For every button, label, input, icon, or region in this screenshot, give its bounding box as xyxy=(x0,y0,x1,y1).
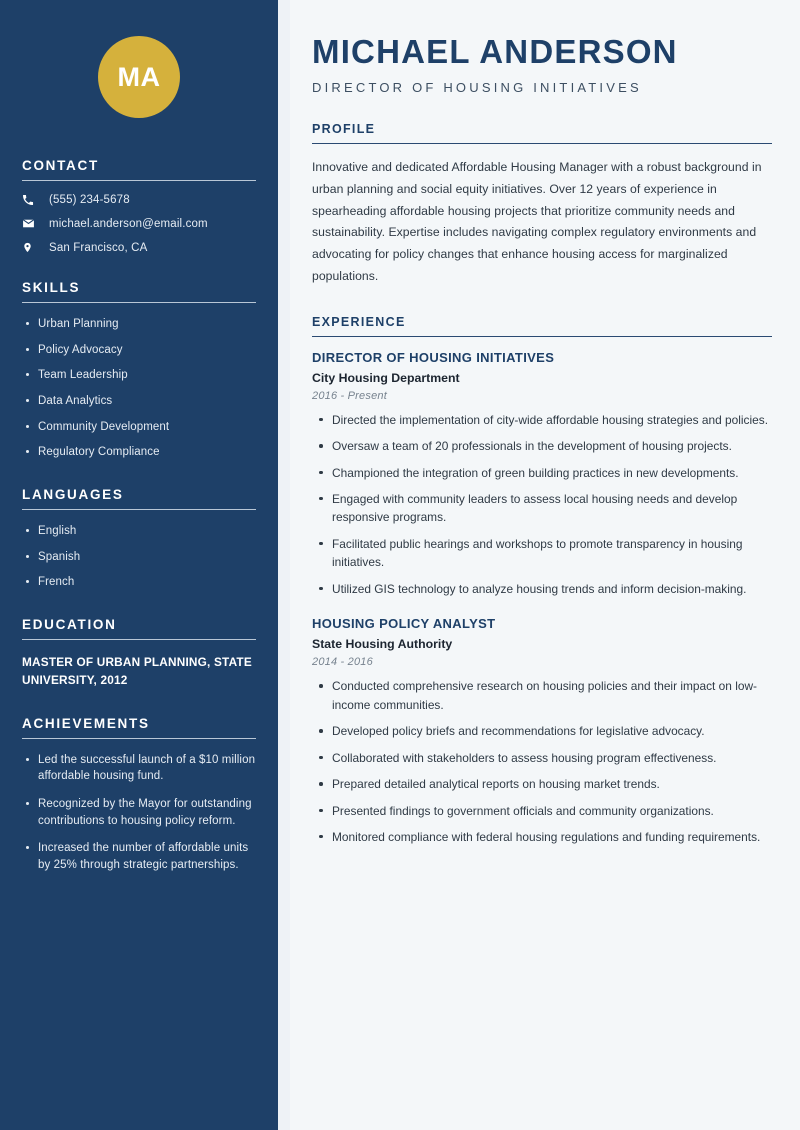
list-item: Utilized GIS technology to analyze housing trends and inform decision-making. xyxy=(312,580,772,598)
achievements-divider xyxy=(22,738,256,739)
experience-entry xyxy=(312,350,772,599)
job-title: HOUSING POLICY ANALYST xyxy=(312,616,496,632)
profile-divider xyxy=(312,143,772,144)
contact-item-location[interactable] xyxy=(22,241,256,254)
column-gap xyxy=(278,0,290,1130)
list-item: Collaborated with stakeholders to assess housing program effectiveness. xyxy=(312,749,772,767)
email-value: michael.anderson@email.com xyxy=(49,217,208,230)
sidebar xyxy=(0,0,278,1130)
contact-item-email[interactable] xyxy=(22,217,256,230)
languages-divider xyxy=(22,509,256,510)
job-company: State Housing Authority xyxy=(312,637,453,652)
experience-heading: EXPERIENCE xyxy=(312,314,406,329)
list-item: Community Development xyxy=(22,419,256,436)
contact-item-phone[interactable] xyxy=(22,194,256,206)
education-divider xyxy=(22,639,256,640)
job-title: DIRECTOR OF HOUSING INITIATIVES xyxy=(312,349,555,365)
job-dates: 2014 - 2016 xyxy=(312,656,373,669)
job-bullet-list xyxy=(312,411,772,599)
list-item: Urban Planning xyxy=(22,316,256,333)
location-value: San Francisco, CA xyxy=(49,241,148,254)
skills-heading: SKILLS xyxy=(22,280,81,295)
languages-section xyxy=(22,487,256,591)
contact-divider xyxy=(22,180,256,181)
experience-divider xyxy=(312,336,772,337)
list-item: Monitored compliance with federal housing regulations and funding requirements. xyxy=(312,828,772,846)
skills-divider xyxy=(22,302,256,303)
avatar xyxy=(98,36,180,118)
list-item: Presented findings to government officials and community organizations. xyxy=(312,802,772,820)
list-item: Directed the implementation of city-wide affordable housing strategies and policies. xyxy=(312,411,772,429)
skills-list xyxy=(22,316,256,461)
list-item: Oversaw a team of 20 professionals in the development of housing projects. xyxy=(312,437,772,455)
list-item: Spanish xyxy=(22,549,256,566)
job-dates: 2016 - Present xyxy=(312,389,387,402)
list-item: Policy Advocacy xyxy=(22,342,256,359)
list-item: Developed policy briefs and recommendations for legislative advocacy. xyxy=(312,722,772,740)
page-title: MICHAEL ANDERSON xyxy=(312,33,678,70)
languages-list xyxy=(22,523,256,591)
avatar-initials: MA xyxy=(117,61,161,92)
list-item: Regulatory Compliance xyxy=(22,444,256,461)
map-pin-icon xyxy=(22,241,40,254)
experience-entry xyxy=(312,616,772,846)
profile-text: Innovative and dedicated Affordable Housing Manager with a robust background in urban planning and social equity initiatives. Over 12 years of experience in spearheading affordable housing projects that prioritize community needs and sustainability. Expertise includes navigating complex regulatory environments and advocating for policy changes that enhance housing access for marginalized populations. xyxy=(312,160,762,283)
list-item: Prepared detailed analytical reports on housing market trends. xyxy=(312,775,772,793)
languages-heading: LANGUAGES xyxy=(22,487,124,503)
list-item: French xyxy=(22,574,256,591)
achievements-section xyxy=(22,716,256,874)
list-item: Facilitated public hearings and workshops to promote transparency in housing initiatives. xyxy=(312,535,772,572)
job-company: City Housing Department xyxy=(312,370,460,385)
list-item: Increased the number of affordable units by 25% through strategic partnerships. xyxy=(22,840,256,873)
skills-section xyxy=(22,280,256,461)
experience-section xyxy=(312,315,772,847)
list-item: Team Leadership xyxy=(22,367,256,384)
phone-icon xyxy=(22,194,40,206)
list-item: Championed the integration of green building practices in new developments. xyxy=(312,464,772,482)
profile-section xyxy=(312,122,772,287)
list-item: Conducted comprehensive research on housing policies and their impact on low-income communities. xyxy=(312,677,772,714)
achievements-list xyxy=(22,752,256,874)
education-section xyxy=(22,617,256,690)
list-item: Led the successful launch of a $10 million affordable housing fund. xyxy=(22,752,256,785)
envelope-icon xyxy=(22,217,40,230)
professional-subtitle: DIRECTOR OF HOUSING INITIATIVES xyxy=(312,80,642,96)
profile-heading: PROFILE xyxy=(312,122,376,137)
contact-heading: CONTACT xyxy=(22,158,99,173)
contact-section xyxy=(22,158,256,254)
list-item: Data Analytics xyxy=(22,393,256,410)
list-item: Recognized by the Mayor for outstanding contributions to housing policy reform. xyxy=(22,796,256,829)
avatar-container xyxy=(22,0,256,158)
phone-value: (555) 234-5678 xyxy=(49,194,130,206)
education-heading: EDUCATION xyxy=(22,617,117,633)
achievements-heading: ACHIEVEMENTS xyxy=(22,715,150,731)
list-item: English xyxy=(22,523,256,540)
education-entry: MASTER OF URBAN PLANNING, STATE UNIVERSITY, 2012 xyxy=(22,655,252,688)
job-bullet-list xyxy=(312,677,772,846)
list-item: Engaged with community leaders to assess local housing needs and develop responsive programs. xyxy=(312,490,772,527)
main-content xyxy=(290,0,800,1130)
